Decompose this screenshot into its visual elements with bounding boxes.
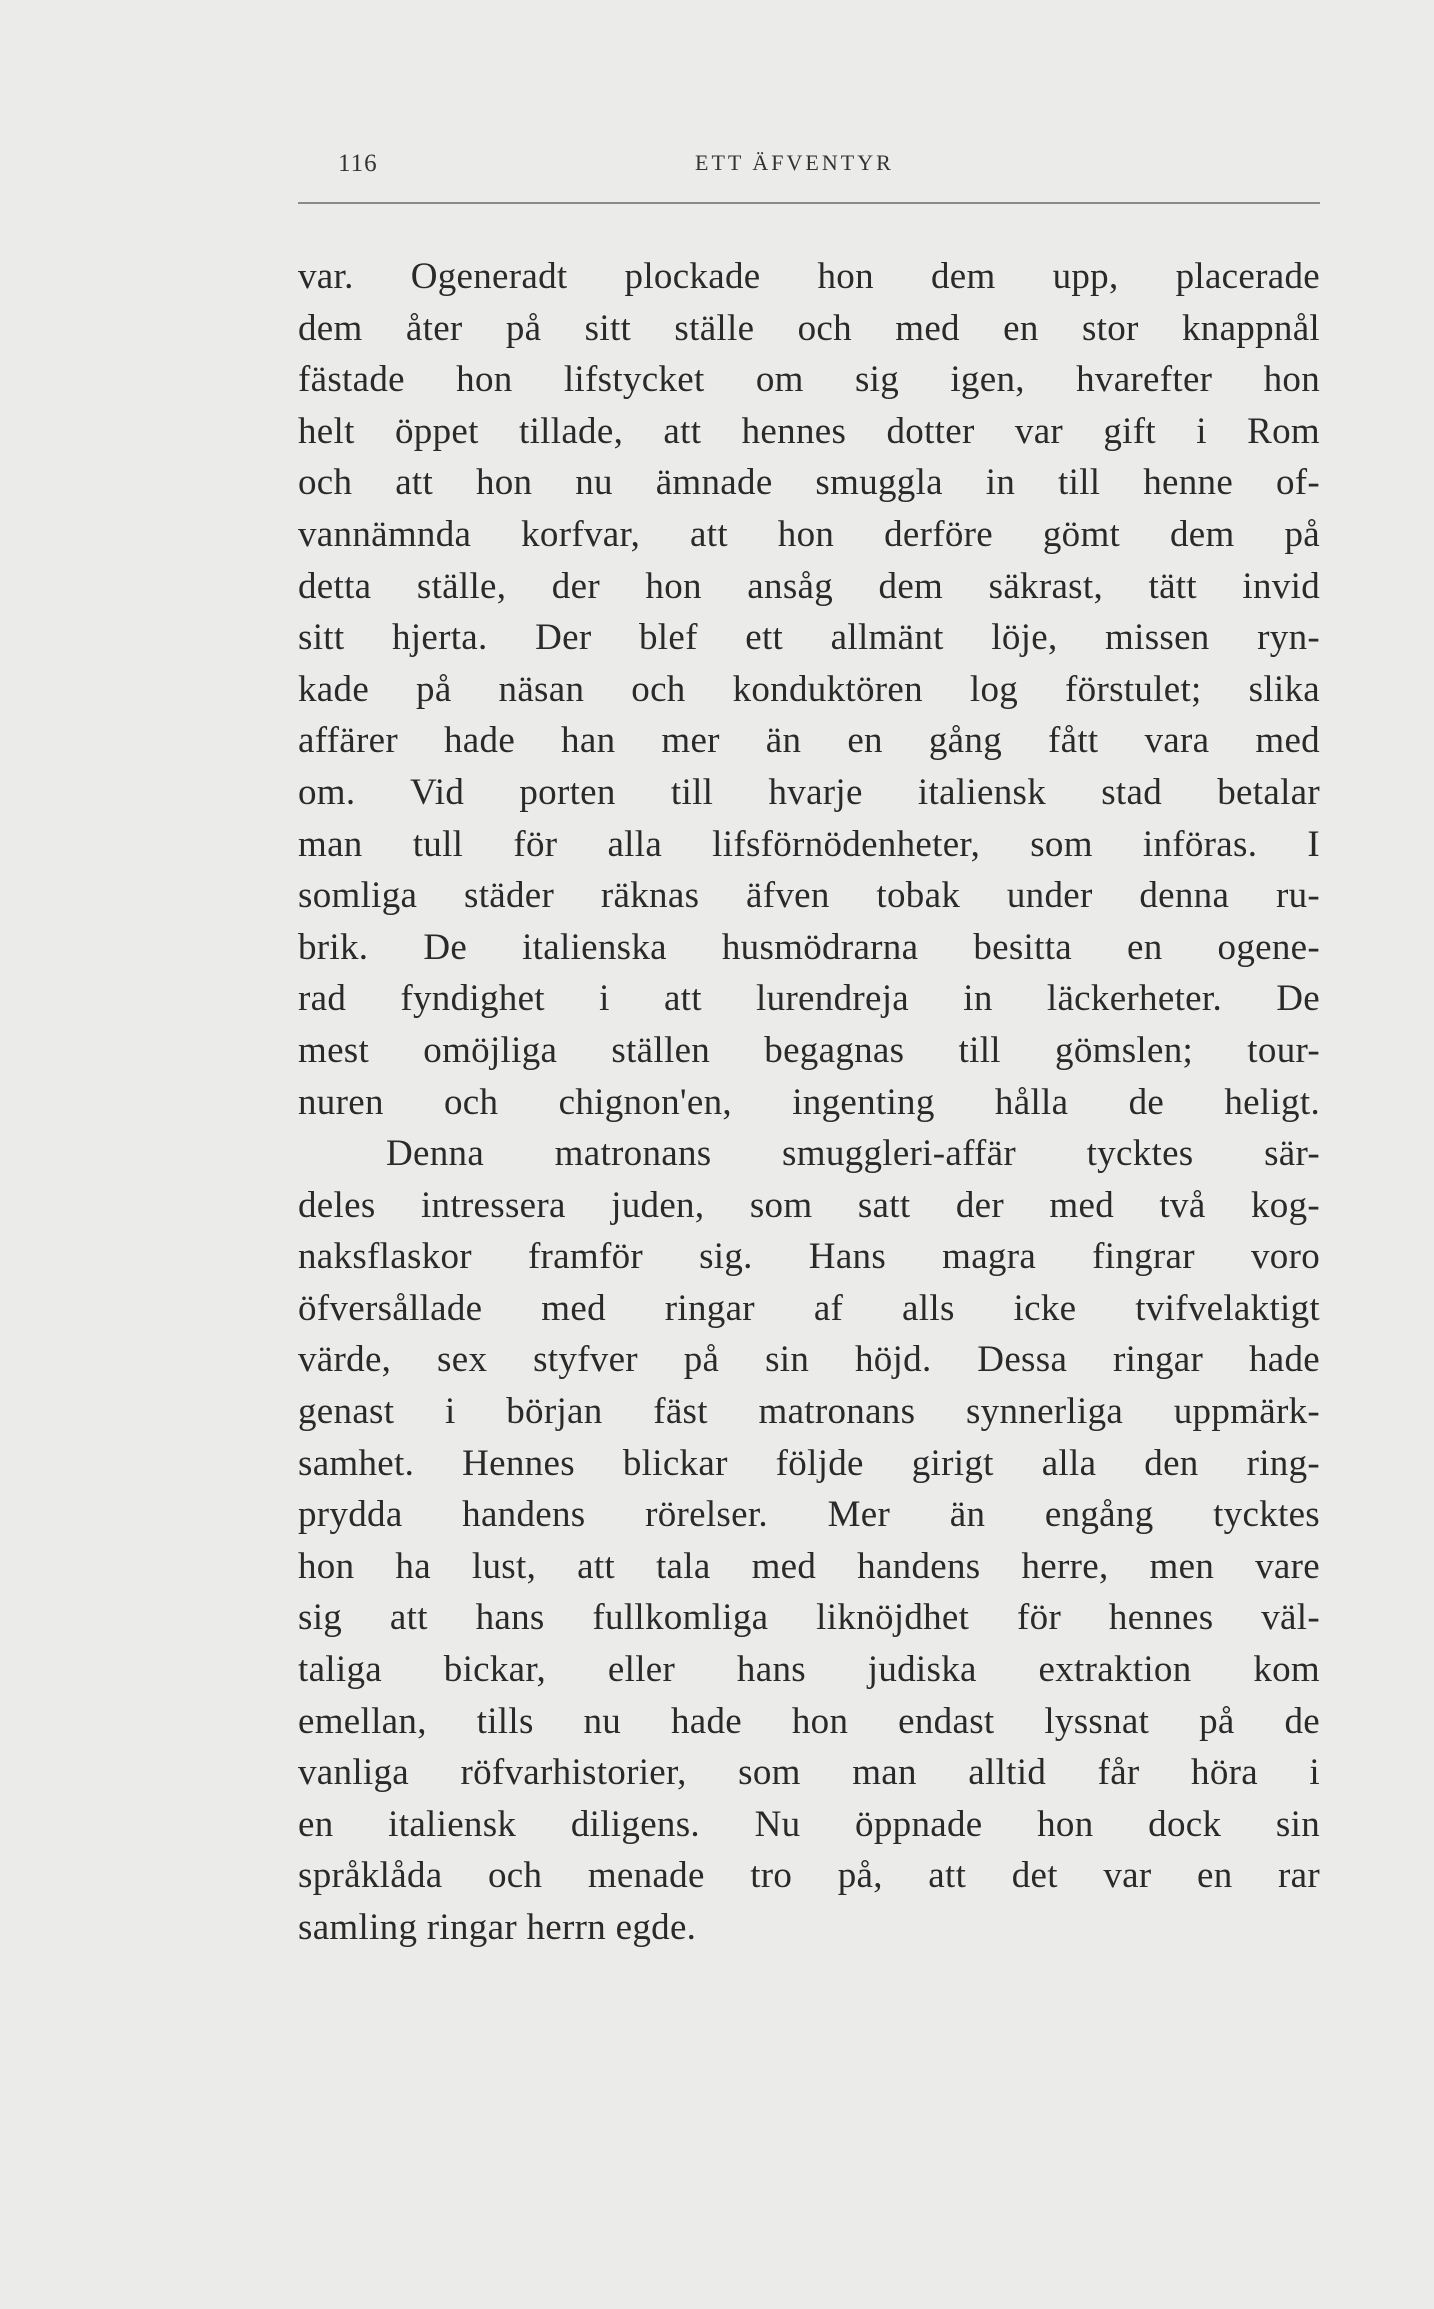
text-line: deles intressera juden, som satt der med två kog- bbox=[298, 1184, 1320, 1226]
text-line: man tull för alla lifsförnödenheter, som införas. I bbox=[298, 823, 1320, 865]
page-header bbox=[298, 148, 1320, 188]
text-line: sig att hans fullkomliga liknöjdhet för hennes väl- bbox=[298, 1597, 1320, 1639]
text-line: en italiensk diligens. Nu öppnade hon dock sin bbox=[298, 1803, 1320, 1845]
text-line: och att hon nu ämnade smuggla in till henne of- bbox=[298, 462, 1320, 504]
header-rule bbox=[298, 202, 1320, 204]
text-line: mest omöjliga ställen begagnas till gömslen; tour- bbox=[298, 1029, 1320, 1071]
text-line: om. Vid porten till hvarje italiensk stad betalar bbox=[298, 771, 1320, 813]
paragraph-start-line: Denna matronans smuggleri-affär tycktes sär- bbox=[386, 1133, 1320, 1175]
text-line: nuren och chignon'en, ingenting hålla de heligt. bbox=[298, 1081, 1320, 1123]
text-line: sitt hjerta. Der blef ett allmänt löje, missen ryn- bbox=[298, 617, 1320, 659]
text-line: taliga bickar, eller hans judiska extraktion kom bbox=[298, 1649, 1320, 1691]
text-line: rad fyndighet i att lurendreja in läckerheter. De bbox=[298, 978, 1320, 1020]
text-line: var. Ogeneradt plockade hon dem upp, placerade bbox=[298, 256, 1320, 297]
page-number: 116 bbox=[338, 150, 378, 177]
text-line: vanliga röfvarhistorier, som man alltid får höra i bbox=[298, 1752, 1320, 1794]
text-line: prydda handens rörelser. Mer än engång tycktes bbox=[298, 1494, 1320, 1536]
text-line: kade på näsan och konduktören log förstulet; slika bbox=[298, 668, 1320, 710]
text-line: hon ha lust, att tala med handens herre, men vare bbox=[298, 1545, 1320, 1587]
text-line: brik. De italienska husmödrarna besitta en ogene- bbox=[298, 926, 1320, 968]
text-line: värde, sex styfver på sin höjd. Dessa ringar hade bbox=[298, 1339, 1320, 1381]
text-line-last: samling ringar herrn egde. bbox=[298, 1907, 697, 1948]
running-title: ETT ÄFVENTYR bbox=[695, 150, 894, 175]
body-text bbox=[298, 251, 1320, 1954]
text-line: öfversållade med ringar af alls icke tvifvelaktigt bbox=[298, 1287, 1320, 1329]
text-line: naksflaskor framför sig. Hans magra fingrar voro bbox=[298, 1236, 1320, 1278]
text-line: vannämnda korfvar, att hon derföre gömt dem på bbox=[298, 513, 1320, 555]
text-line: somliga städer räknas äfven tobak under denna ru- bbox=[298, 875, 1320, 917]
text-line: affärer hade han mer än en gång fått vara med bbox=[298, 720, 1320, 762]
text-line: genast i början fäst matronans synnerliga uppmärk- bbox=[298, 1391, 1320, 1433]
text-line: dem åter på sitt ställe och med en stor knappnål bbox=[298, 307, 1320, 349]
text-line: fästade hon lifstycket om sig igen, hvarefter hon bbox=[298, 359, 1320, 401]
text-line: emellan, tills nu hade hon endast lyssnat på de bbox=[298, 1700, 1320, 1742]
text-line: språklåda och menade tro på, att det var en rar bbox=[298, 1855, 1320, 1897]
text-line: samhet. Hennes blickar följde girigt alla den ring- bbox=[298, 1442, 1320, 1484]
text-line: helt öppet tillade, att hennes dotter var gift i Rom bbox=[298, 410, 1320, 452]
text-line: detta ställe, der hon ansåg dem säkrast, tätt invid bbox=[298, 565, 1320, 607]
